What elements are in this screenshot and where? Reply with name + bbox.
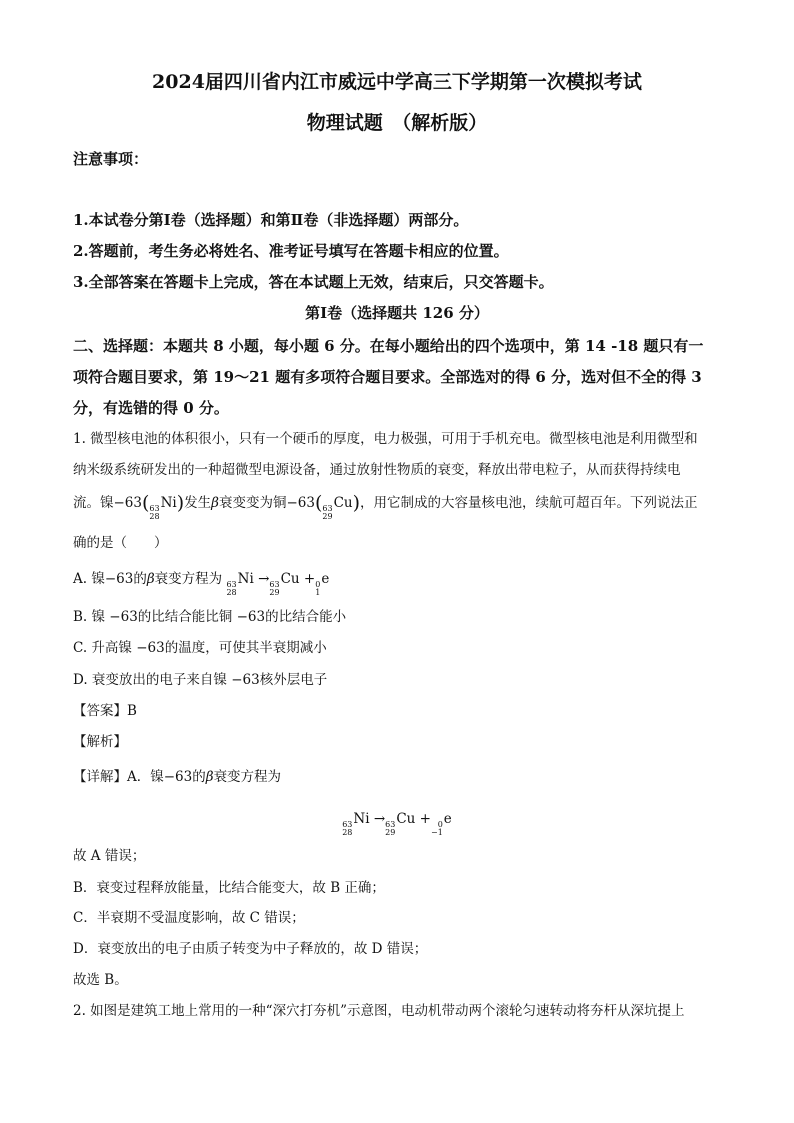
notes-heading: 注意事项： xyxy=(73,150,149,168)
e-charge: −1 xyxy=(430,828,443,837)
e-charge: 1 xyxy=(315,588,321,597)
q1-detail xyxy=(73,771,281,785)
q1-analysis: 【解析】 xyxy=(73,734,127,750)
q1-stem-line-2: 纳米级系统研发出的一种超微型电源设备，通过放射性物质的衰变，释放出带电粒子，从而获得持续电 xyxy=(73,462,681,478)
cu-atomic: 29 xyxy=(269,588,280,597)
ni-label: −63 xyxy=(113,495,142,511)
ni-atomic: 28 xyxy=(149,512,160,521)
q1-text: 流。镍 xyxy=(73,495,114,511)
ni-symbol: Ni xyxy=(353,811,370,827)
cu-mass: 63 xyxy=(269,580,280,589)
ni-atomic: 28 xyxy=(226,588,237,597)
option-text: −63 xyxy=(104,571,134,587)
detail-text: −63 xyxy=(163,769,193,785)
ni-nuclide xyxy=(342,813,369,837)
e-mass: 0 xyxy=(437,820,443,829)
beta-symbol: β xyxy=(146,571,155,587)
option-text: 的 xyxy=(133,571,147,587)
q1-text: ，用它制成的大容量核电池，续航可超百年。下列说法正 xyxy=(360,495,698,511)
cu-label: −63 xyxy=(286,495,315,511)
paren-left: ( xyxy=(314,492,323,514)
q1-text: 衰变变为铜 xyxy=(218,495,287,511)
q1-answer: 【答案】B xyxy=(73,703,137,719)
q1-option-a xyxy=(73,573,329,597)
q1-stem-line-1: 1. 微型核电池的体积很小，只有一个硬币的厚度，电力极强，可用于手机充电。微型核电池是利用微型和 xyxy=(73,431,698,447)
e-mass: 0 xyxy=(315,580,321,589)
plus: + xyxy=(419,811,431,827)
ni-symbol: Ni xyxy=(237,571,254,587)
paren-left: ( xyxy=(142,492,150,514)
cu-symbol: Cu xyxy=(280,571,300,587)
cu-nuclide xyxy=(269,573,299,597)
ni-nuclide xyxy=(226,573,253,597)
cu-nuclide xyxy=(385,813,415,837)
e-symbol: e xyxy=(443,811,452,827)
arrow: → xyxy=(373,811,386,827)
section-instructions-2: 项符合题目要求，第 19～21 题有多项符合题目要求。全部选对的得 6 分，选对但不全的得 3 xyxy=(73,368,702,386)
page-subtitle: 物理试题 （解析版） xyxy=(306,112,488,134)
detail-text: 衰变方程为 xyxy=(213,769,282,785)
q1-text: 发生 xyxy=(184,495,212,511)
q1-decay-equation xyxy=(0,813,794,837)
electron-nuclide xyxy=(431,813,452,837)
q1-option-d: D. 衰变放出的电子来自镍 −63核外层电子 xyxy=(73,672,328,688)
notes-item-2: 2.答题前，考生务必将姓名、准考证号填写在答题卡相应的位置。 xyxy=(73,242,509,260)
plus: + xyxy=(303,571,316,587)
q1-option-c: C. 升高镍 −63的温度，可使其半衰期减小 xyxy=(73,640,327,656)
ni-mass: 63 xyxy=(149,504,160,513)
ni-atomic: 28 xyxy=(342,828,353,837)
q1-stem-line-4: 确的是（ ） xyxy=(73,535,168,551)
ni-nuclide xyxy=(149,497,176,521)
q1-stem-line-3 xyxy=(73,494,698,521)
section-instructions-1: 二、选择题：本题共 8 小题，每小题 6 分。在每小题给出的四个选项中，第 14 -18 题只有一 xyxy=(73,337,704,355)
ni-mass: 63 xyxy=(226,580,237,589)
option-text: 衰变方程为 xyxy=(154,571,223,587)
cu-symbol: Cu xyxy=(333,495,353,511)
q1-conclusion-c: C．半衰期不受温度影响，故 C 错误； xyxy=(73,910,305,926)
q1-option-b: B. 镍 −63的比结合能比铜 −63的比结合能小 xyxy=(73,609,347,625)
cu-nuclide xyxy=(322,497,352,521)
option-text: A. 镍 xyxy=(73,571,105,587)
e-symbol: e xyxy=(321,571,330,587)
q1-conclusion-a: 故 A 错误； xyxy=(73,848,146,864)
ni-mass: 63 xyxy=(342,820,353,829)
notes-item-1: 1.本试卷分第Ⅰ卷（选择题）和第Ⅱ卷（非选择题）两部分。 xyxy=(73,211,469,229)
notes-item-3: 3.全部答案在答题卡上完成，答在本试题上无效，结束后，只交答题卡。 xyxy=(73,273,554,291)
beta-symbol: β xyxy=(205,769,214,785)
detail-text: 【详解】A．镍 xyxy=(73,769,164,785)
section-instructions-3: 分，有选错的得 0 分。 xyxy=(73,399,229,417)
paren-right: ) xyxy=(176,492,185,514)
ni-symbol: Ni xyxy=(160,495,177,511)
arrow: → xyxy=(258,571,270,587)
q1-conclusion-b: B．衰变过程释放能量，比结合能变大，故 B 正确； xyxy=(73,880,385,896)
cu-atomic: 29 xyxy=(322,512,333,521)
detail-text: 的 xyxy=(192,769,206,785)
cu-atomic: 29 xyxy=(385,828,396,837)
cu-mass: 63 xyxy=(322,504,333,513)
cu-mass: 63 xyxy=(385,820,396,829)
beta-symbol: β xyxy=(211,495,219,511)
page-title: 2024届四川省内江市威远中学高三下学期第一次模拟考试 xyxy=(152,71,642,93)
q2-stem-line-1: 2. 如图是建筑工地上常用的一种“深穴打夯机”示意图，电动机带动两个滚轮匀速转动将夯杆从深坑提上 xyxy=(73,1003,685,1019)
q1-conclusion-d: D．衰变放出的电子由质子转变为中子释放的，故 D 错误； xyxy=(73,941,428,957)
section-title: 第Ⅰ卷（选择题共 126 分） xyxy=(305,304,489,322)
paren-right: ) xyxy=(352,492,361,514)
electron-nuclide xyxy=(315,573,329,597)
q1-final: 故选 B。 xyxy=(73,972,128,988)
cu-symbol: Cu xyxy=(396,811,416,827)
